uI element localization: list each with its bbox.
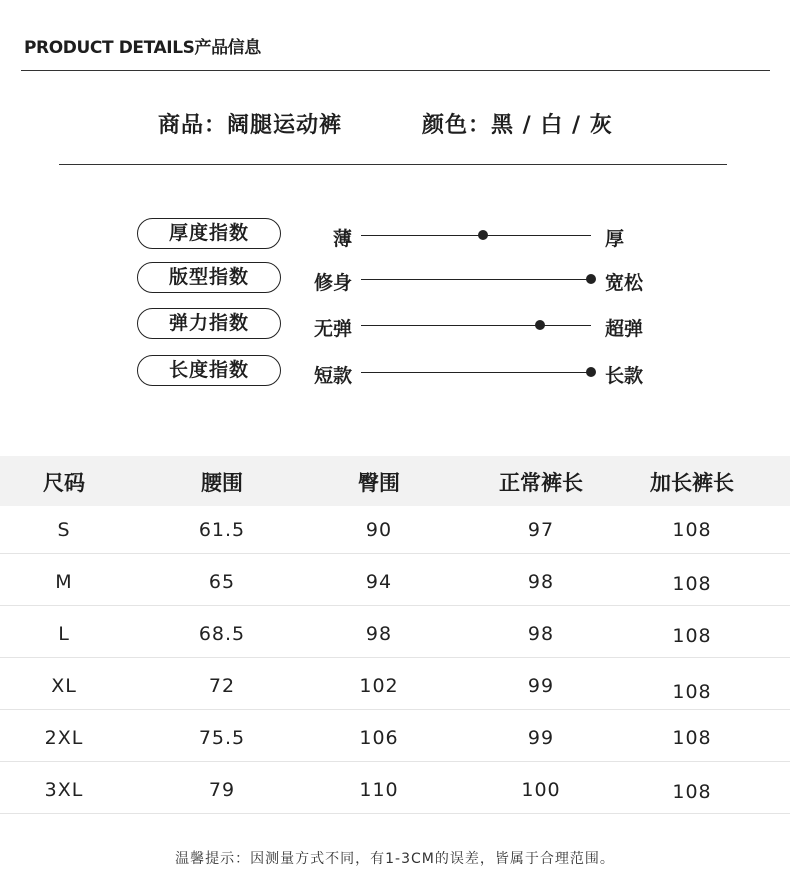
index-label-thickness: 厚度指数 [137,218,281,249]
table-cell: 108 [672,625,712,647]
table-cell: 102 [359,675,399,697]
table-cell: 108 [672,781,712,803]
table-cell: 110 [359,779,399,801]
measurement-note: 温馨提示：因测量方式不同，有1-3CM的误差，皆属于合理范围。 [175,851,615,867]
index-left-fit: 修身 [313,272,352,294]
table-cell: 65 [208,571,236,593]
table-cell: 99 [527,727,555,749]
table-cell: 108 [672,681,712,703]
index-track-length [361,372,591,373]
index-marker-length [586,367,596,377]
table-cell: 94 [365,571,393,593]
index-label-length: 长度指数 [137,355,281,386]
table-cell: 98 [527,571,555,593]
product-name-label: 商品： [158,113,228,138]
product-name [158,108,342,139]
index-track-thickness [361,235,591,236]
column-header-long-length: 加长裤长 [650,471,734,495]
index-marker-thickness [478,230,488,240]
table-cell: 108 [672,727,712,749]
info-divider [59,164,727,165]
index-track-stretch [361,325,591,326]
table-cell: 3XL [44,779,84,801]
header-divider [21,70,770,71]
column-header-waist: 腰围 [201,471,243,495]
column-header-regular-length: 正常裤长 [499,471,583,495]
table-cell: L [58,623,70,645]
index-left-stretch: 无弹 [313,318,352,340]
row-divider [0,657,790,658]
table-cell: 79 [208,779,236,801]
table-cell: 61.5 [198,519,246,541]
row-divider [0,605,790,606]
page-title: PRODUCT DETAILS产品信息 [24,38,261,58]
index-marker-fit [586,274,596,284]
index-track-fit [361,279,591,280]
table-cell: 100 [521,779,561,801]
table-cell: M [55,571,73,593]
table-cell: 75.5 [198,727,246,749]
table-cell: 106 [359,727,399,749]
index-left-length: 短款 [313,365,352,387]
index-marker-stretch [535,320,545,330]
row-divider [0,709,790,710]
table-cell: 98 [365,623,393,645]
index-left-thickness: 薄 [332,228,352,250]
table-cell: 68.5 [198,623,246,645]
index-right-fit: 宽松 [605,272,644,294]
row-divider [0,553,790,554]
table-cell: 97 [527,519,555,541]
product-color [422,108,613,139]
index-right-stretch: 超弹 [605,318,644,340]
table-cell: 99 [527,675,555,697]
product-color-value: 黑 / 白 / 灰 [491,113,613,138]
index-label-fit: 版型指数 [137,262,281,293]
table-cell: S [57,519,71,541]
row-divider [0,813,790,814]
table-cell: 2XL [44,727,84,749]
product-color-label: 颜色： [422,113,492,138]
table-cell: XL [51,675,77,697]
column-header-hip: 臀围 [358,471,400,495]
index-label-stretch: 弹力指数 [137,308,281,339]
table-cell: 108 [672,573,712,595]
table-cell: 98 [527,623,555,645]
table-cell: 72 [208,675,236,697]
row-divider [0,761,790,762]
table-cell: 90 [365,519,393,541]
index-right-length: 长款 [605,365,644,387]
table-cell: 108 [672,519,712,541]
index-right-thickness: 厚 [605,228,625,250]
product-name-value: 阔腿运动裤 [227,113,343,138]
column-header-size: 尺码 [43,471,85,495]
